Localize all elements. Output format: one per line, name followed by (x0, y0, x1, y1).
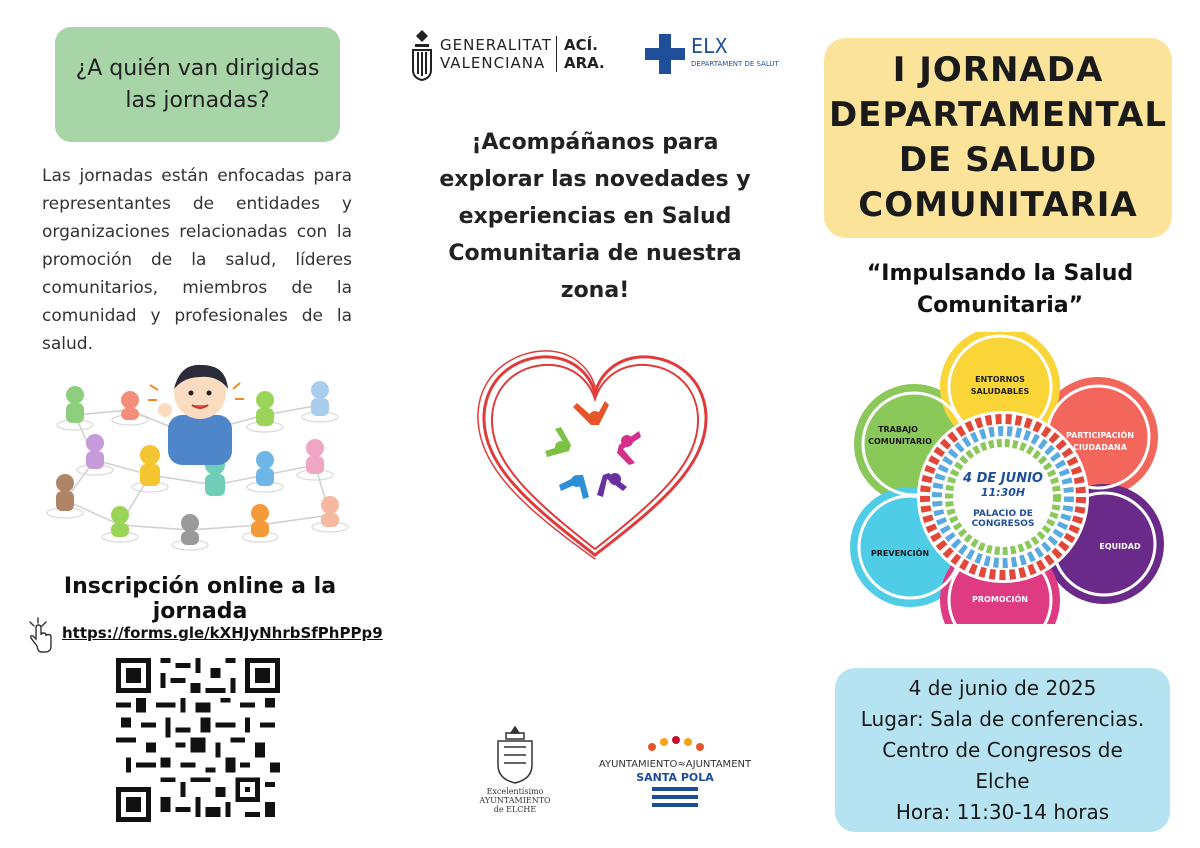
title-line-1: I JORNADA (892, 50, 1104, 90)
title-line-4: COMUNITARIA (858, 185, 1138, 225)
elx-subtitle: DEPARTAMENT DE SALUT (691, 60, 779, 68)
event-slogan: “Impulsando la Salud Comunitaria” (866, 261, 1134, 318)
community-health-flower-diagram (838, 332, 1172, 624)
aci-line2: ARA. (564, 54, 605, 72)
elche-line3: de ELCHE (493, 805, 537, 814)
generalitat-line1: GENERALITAT (440, 36, 552, 54)
petal-participacion-line1: PARTICIPACIÓN (1065, 431, 1135, 440)
info-venue-line1: Centro de Congresos de (882, 737, 1123, 762)
waves-icon (652, 787, 698, 809)
elx-departament-salut-logo (645, 32, 779, 76)
petal-entornos-line1: ENTORNOS (975, 375, 1025, 384)
center-date: 4 DE JUNIO (963, 471, 1043, 486)
santa-pola-line1b: AJUNTAMENT (685, 759, 752, 770)
info-time: Hora: 11:30-14 horas (895, 799, 1110, 824)
info-venue-line2: Elche (975, 768, 1030, 793)
santa-pola-name: SANTA POLA (636, 771, 714, 784)
aci-line1: ACÍ. (564, 36, 598, 54)
ayuntamiento-elche-logo (470, 725, 560, 825)
community-people-illustration (40, 355, 360, 565)
santa-pola-line1a: AYUNTAMIENTO (598, 759, 678, 770)
elche-line1: Excelentísimo (486, 787, 544, 796)
elx-text: ELX (691, 34, 728, 58)
invitation-text: ¡Acompáñanos para explorar las novedades y experiencias en Salud Comunitaria de nuestra zona! (439, 130, 751, 303)
event-title-box (824, 38, 1172, 238)
santa-pola-dots-icon (646, 735, 704, 753)
audience-heading: ¿A quién van dirigidas las jornadas? (75, 55, 320, 113)
petal-trabajo-line2: COMUNITARIO (868, 437, 932, 446)
petal-prevencion: PREVENCIÓN (870, 549, 930, 558)
generalitat-valenciana-logo (410, 28, 610, 82)
ayuntamiento-santa-pola-logo: AYUNTAMIENTO≈AJUNTAMENT SANTA POLA (590, 735, 760, 815)
registration-heading: Inscripción online a la jornada (63, 574, 337, 624)
petal-promocion: PROMOCIÓN (972, 595, 1028, 604)
heart-with-people-illustration (470, 345, 720, 570)
generalitat-emblem-icon (410, 28, 434, 82)
medical-cross-icon (645, 34, 685, 74)
event-info-box (835, 668, 1170, 832)
elche-line2: AYUNTAMIENTO (479, 796, 551, 805)
info-place: Lugar: Sala de conferencias. (860, 706, 1145, 731)
generalitat-line2: VALENCIANA (440, 54, 546, 72)
info-date: 4 de junio de 2025 (908, 675, 1097, 700)
elche-coat-of-arms-icon (492, 725, 538, 785)
audience-heading-box (55, 27, 340, 142)
center-place-line2: CONGRESOS (971, 519, 1035, 529)
petal-equidad: EQUIDAD (1099, 542, 1141, 551)
petal-participacion-line2: CIUDADANA (1073, 443, 1127, 452)
qr-code[interactable] (116, 658, 280, 822)
petal-entornos-line2: SALUDABLES (970, 387, 1030, 396)
center-place-line1: PALACIO DE (973, 509, 1033, 519)
center-time: 11:30H (980, 486, 1026, 499)
title-line-2: DEPARTAMENTAL (828, 95, 1168, 135)
title-line-3: DE SALUD (898, 140, 1098, 180)
petal-trabajo-line1: TRABAJO (878, 425, 918, 434)
pointer-hand-icon (26, 616, 56, 654)
audience-description: Las jornadas están enfocadas para representantes de entidades y organizaciones relacionadas con la promoción de la salud, líderes comunitarios, miembros de la comunidad y profesionales de la salud. (42, 166, 352, 354)
registration-link[interactable]: https://forms.gle/kXHJyNhrbSfPhPPp9 (62, 624, 383, 642)
